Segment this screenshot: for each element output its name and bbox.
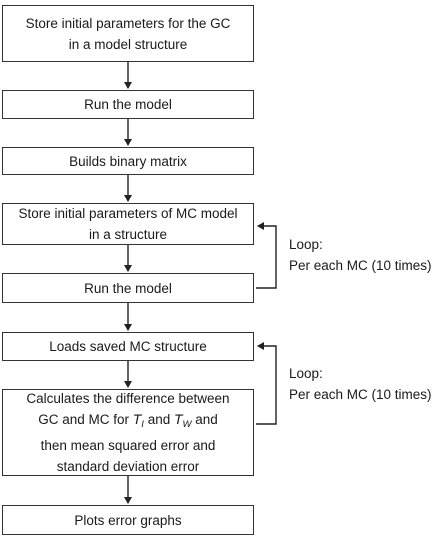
calc-difference-box [2, 389, 254, 476]
load-mc-box [2, 332, 254, 361]
loop-1-label: Loop: [289, 237, 323, 252]
loop-2-detail: Per each MC (10 times) [289, 387, 432, 402]
run-model-label-2: Run the model [84, 280, 172, 296]
loop-note-2 [289, 363, 432, 405]
run-model-box-2 [2, 273, 254, 303]
loop-note-1 [289, 234, 432, 276]
loop-1-detail: Per each MC (10 times) [289, 258, 432, 273]
plot-graphs-box [2, 505, 254, 535]
build-binary-label: Builds binary matrix [69, 153, 187, 169]
calc-line-2: GC and MC for $T_I$ and $T_W$ and [38, 411, 218, 430]
load-mc-label: Loads saved MC structure [49, 339, 207, 354]
store-gc-line-1: Store initial parameters for the GC [25, 15, 231, 31]
calc-line-3: then mean squared error and [40, 438, 216, 453]
calc-line-4: standard deviation error [56, 459, 200, 474]
run-model-box-1 [2, 90, 254, 119]
loop-2-label: Loop: [289, 366, 323, 381]
store-gc-params-box [2, 5, 254, 62]
loop-arrow-2 [256, 346, 276, 424]
loop-arrow-1 [256, 226, 276, 288]
store-mc-line-1: Store initial parameters of MC model [18, 206, 238, 221]
store-gc-line-2: in a model structure [68, 36, 188, 52]
tw-symbol: T [173, 411, 183, 427]
ti-subscript: I [141, 419, 144, 430]
tw-subscript: W [182, 419, 192, 430]
ti-symbol: T [132, 411, 142, 427]
store-mc-params-box [2, 203, 254, 245]
calc-line-1: Calculates the difference between [26, 391, 230, 406]
run-model-label-1: Run the model [84, 97, 172, 112]
plot-graphs-label: Plots error graphs [74, 512, 182, 528]
build-binary-box [2, 147, 254, 175]
store-mc-line-2: in a structure [88, 227, 168, 242]
